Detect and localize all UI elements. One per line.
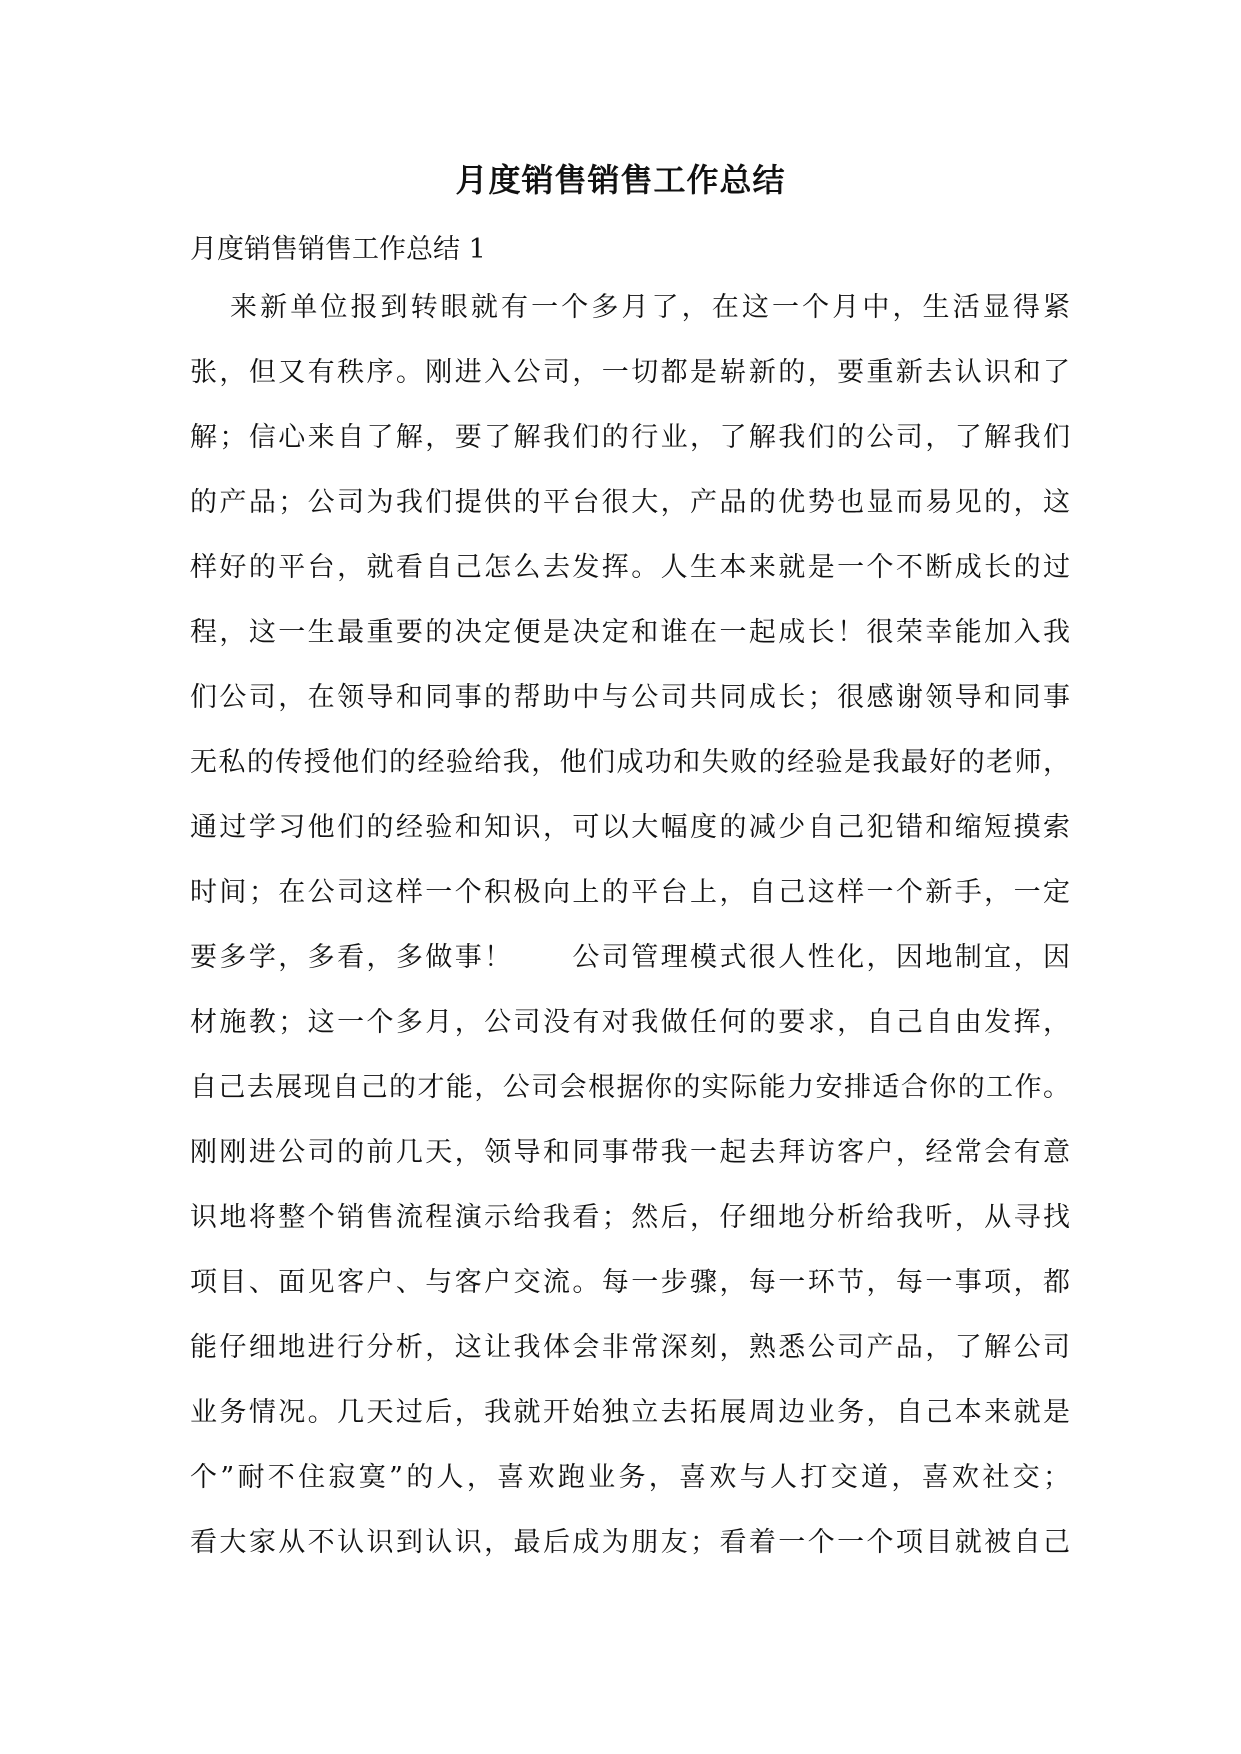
text-line: 项目、面见客户、与客户交流。每一步骤，每一环节，每一事项，都 — [190, 1267, 1070, 1298]
text-line: 张，但又有秩序。刚进入公司，一切都是崭新的，要重新去认识和了 — [190, 357, 1070, 388]
text-line: 刚刚进公司的前几天，领导和同事带我一起去拜访客户，经常会有意 — [190, 1137, 1070, 1168]
document-title: 月度销售销售工作总结 — [455, 161, 786, 199]
text-line: 通过学习他们的经验和知识，可以大幅度的减少自己犯错和缩短摸索 — [190, 812, 1070, 843]
text-line: 业务情况。几天过后，我就开始独立去拓展周边业务，自己本来就是 — [190, 1397, 1070, 1428]
text-line: 样好的平台，就看自己怎么去发挥。人生本来就是一个不断成长的过 — [190, 552, 1070, 583]
text-line: 们公司，在领导和同事的帮助中与公司共同成长；很感谢领导和同事 — [190, 682, 1070, 713]
text-line: 识地将整个销售流程演示给我看；然后，仔细地分析给我听，从寻找 — [190, 1202, 1070, 1233]
text-line: 的产品；公司为我们提供的平台很大，产品的优势也显而易见的，这 — [190, 487, 1070, 518]
section-heading: 月度销售销售工作总结 1 — [190, 234, 486, 265]
text-line: 要多学，多看，多做事！ 公司管理模式很人性化，因地制宜，因 — [190, 942, 1070, 973]
text-line: 解；信心来自了解，要了解我们的行业，了解我们的公司，了解我们 — [190, 422, 1070, 453]
text-line: 看大家从不认识到认识，最后成为朋友；看着一个一个项目就被自己 — [190, 1527, 1070, 1558]
text-line: 程，这一生最重要的决定便是决定和谁在一起成长！很荣幸能加入我 — [190, 617, 1070, 648]
text-line: 能仔细地进行分析，这让我体会非常深刻，熟悉公司产品，了解公司 — [190, 1332, 1070, 1363]
text-line: 来新单位报到转眼就有一个多月了，在这一个月中，生活显得紧 — [230, 292, 1070, 323]
text-line: 时间；在公司这样一个积极向上的平台上，自己这样一个新手，一定 — [190, 877, 1070, 908]
body-paragraph — [190, 286, 1070, 1586]
text-line: 无私的传授他们的经验给我，他们成功和失败的经验是我最好的老师， — [190, 747, 1070, 778]
text-line: 材施教；这一个多月，公司没有对我做任何的要求，自己自由发挥， — [190, 1007, 1070, 1038]
text-line: 自己去展现自己的才能，公司会根据你的实际能力安排适合你的工作。 — [190, 1072, 1070, 1103]
text-line: 个”耐不住寂寞”的人，喜欢跑业务，喜欢与人打交道，喜欢社交； — [190, 1462, 1070, 1493]
